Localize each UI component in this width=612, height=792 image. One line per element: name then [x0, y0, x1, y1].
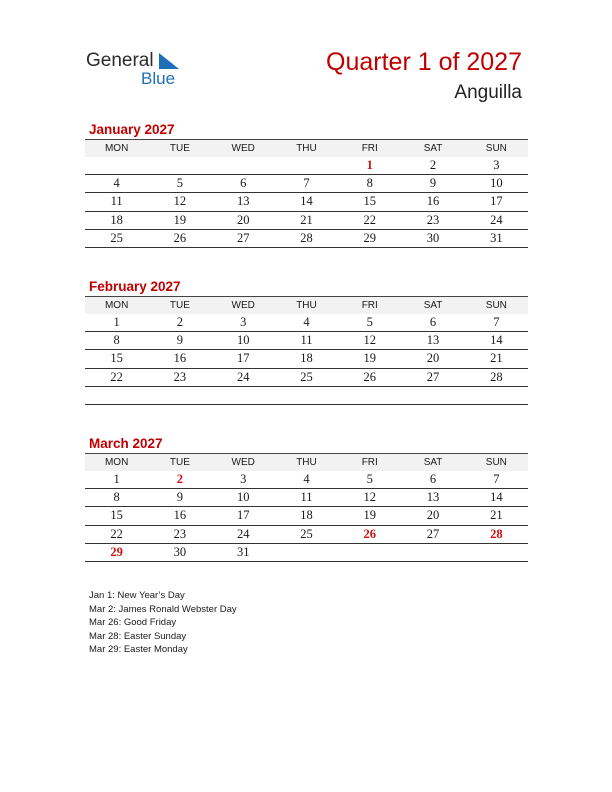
- weekday-header: WED: [212, 454, 275, 472]
- day-cell: 1: [85, 471, 148, 489]
- week-row: [85, 471, 528, 489]
- weekday-header: THU: [275, 140, 338, 158]
- day-cell: [275, 386, 338, 404]
- weekday-header: MON: [85, 454, 148, 472]
- day-cell: 14: [275, 193, 338, 211]
- day-cell: 16: [401, 193, 464, 211]
- day-cell: 31: [465, 229, 528, 247]
- week-row: [85, 489, 528, 507]
- day-cell: 21: [465, 507, 528, 525]
- day-cell: 18: [85, 211, 148, 229]
- weekday-header: TUE: [148, 140, 211, 158]
- day-cell: 15: [338, 193, 401, 211]
- day-cell: 31: [212, 543, 275, 561]
- day-cell: 7: [465, 314, 528, 332]
- day-cell: 24: [465, 211, 528, 229]
- week-row: [85, 350, 528, 368]
- day-cell: 20: [401, 507, 464, 525]
- day-cell: 8: [85, 489, 148, 507]
- day-cell: 11: [275, 332, 338, 350]
- day-cell: 10: [212, 489, 275, 507]
- weekday-header: SAT: [401, 297, 464, 315]
- day-cell: 9: [148, 332, 211, 350]
- month-title: January 2027: [89, 122, 175, 137]
- logo-general-text: General: [86, 50, 154, 71]
- day-cell: 10: [465, 175, 528, 193]
- week-row: [85, 332, 528, 350]
- day-cell: 22: [85, 368, 148, 386]
- day-cell: 2: [401, 157, 464, 175]
- month-grid: [85, 296, 528, 405]
- country-name: Anguilla: [454, 82, 522, 103]
- day-cell: 29: [85, 543, 148, 561]
- day-cell: 24: [212, 368, 275, 386]
- day-cell: [275, 157, 338, 175]
- holiday-notes: [89, 589, 237, 657]
- day-cell: 6: [212, 175, 275, 193]
- week-row: [85, 507, 528, 525]
- day-cell: 13: [401, 332, 464, 350]
- day-cell: 6: [401, 471, 464, 489]
- day-cell: [401, 543, 464, 561]
- day-cell: 18: [275, 507, 338, 525]
- weekday-header: THU: [275, 297, 338, 315]
- day-cell: 28: [465, 368, 528, 386]
- generalblue-logo: [86, 50, 196, 90]
- month-grid: [85, 453, 528, 562]
- day-cell: 19: [338, 350, 401, 368]
- day-cell: 7: [465, 471, 528, 489]
- day-cell: 4: [85, 175, 148, 193]
- month-title: March 2027: [89, 436, 163, 451]
- day-cell: 22: [338, 211, 401, 229]
- day-cell: 13: [401, 489, 464, 507]
- month-calendar: [85, 278, 528, 405]
- weekday-header: TUE: [148, 454, 211, 472]
- weekday-header: MON: [85, 297, 148, 315]
- day-cell: 11: [275, 489, 338, 507]
- day-cell: 19: [338, 507, 401, 525]
- day-cell: 26: [338, 525, 401, 543]
- day-cell: [212, 386, 275, 404]
- day-cell: 5: [338, 471, 401, 489]
- week-row: [85, 368, 528, 386]
- week-row: [85, 211, 528, 229]
- day-cell: 4: [275, 471, 338, 489]
- weekday-header: TUE: [148, 297, 211, 315]
- day-cell: 18: [275, 350, 338, 368]
- day-cell: 6: [401, 314, 464, 332]
- day-cell: 3: [212, 314, 275, 332]
- day-cell: 8: [338, 175, 401, 193]
- weekday-header-row: [85, 454, 528, 472]
- holiday-note: Mar 26: Good Friday: [89, 617, 177, 629]
- day-cell: 17: [465, 193, 528, 211]
- week-row: [85, 157, 528, 175]
- day-cell: 15: [85, 507, 148, 525]
- day-cell: [148, 386, 211, 404]
- logo-blue-text: Blue: [141, 69, 176, 88]
- day-cell: 20: [401, 350, 464, 368]
- day-cell: 28: [275, 229, 338, 247]
- day-cell: 12: [148, 193, 211, 211]
- day-cell: 23: [148, 525, 211, 543]
- weekday-header: FRI: [338, 297, 401, 315]
- day-cell: 27: [401, 368, 464, 386]
- week-row: [85, 175, 528, 193]
- day-cell: 1: [338, 157, 401, 175]
- weekday-header-row: [85, 297, 528, 315]
- day-cell: 25: [275, 368, 338, 386]
- weekday-header: SUN: [465, 454, 528, 472]
- day-cell: 19: [148, 211, 211, 229]
- week-row: [85, 525, 528, 543]
- month-grid: [85, 139, 528, 248]
- day-cell: 28: [465, 525, 528, 543]
- month-title: February 2027: [89, 279, 181, 294]
- weekday-header: SAT: [401, 454, 464, 472]
- day-cell: [338, 543, 401, 561]
- holiday-note: Mar 29: Easter Monday: [89, 644, 188, 656]
- day-cell: 10: [212, 332, 275, 350]
- weekday-header: FRI: [338, 140, 401, 158]
- day-cell: [85, 157, 148, 175]
- day-cell: 16: [148, 350, 211, 368]
- day-cell: 9: [148, 489, 211, 507]
- day-cell: 23: [148, 368, 211, 386]
- day-cell: 2: [148, 314, 211, 332]
- day-cell: 30: [148, 543, 211, 561]
- holiday-note: Mar 2: James Ronald Webster Day: [89, 603, 237, 615]
- weekday-header: SUN: [465, 140, 528, 158]
- day-cell: 16: [148, 507, 211, 525]
- week-row: [85, 543, 528, 561]
- day-cell: 8: [85, 332, 148, 350]
- day-cell: 9: [401, 175, 464, 193]
- week-row: [85, 229, 528, 247]
- month-calendar: [85, 121, 528, 248]
- weekday-header: WED: [212, 297, 275, 315]
- day-cell: 23: [401, 211, 464, 229]
- day-cell: 20: [212, 211, 275, 229]
- day-cell: 22: [85, 525, 148, 543]
- day-cell: [148, 157, 211, 175]
- day-cell: 17: [212, 507, 275, 525]
- day-cell: 5: [338, 314, 401, 332]
- day-cell: 3: [465, 157, 528, 175]
- weekday-header: WED: [212, 140, 275, 158]
- day-cell: 14: [465, 332, 528, 350]
- day-cell: [401, 386, 464, 404]
- holiday-note: Mar 28: Easter Sunday: [89, 630, 187, 642]
- day-cell: 12: [338, 332, 401, 350]
- day-cell: 21: [465, 350, 528, 368]
- week-row: [85, 386, 528, 404]
- day-cell: 26: [148, 229, 211, 247]
- day-cell: 3: [212, 471, 275, 489]
- day-cell: 4: [275, 314, 338, 332]
- weekday-header: SUN: [465, 297, 528, 315]
- weekday-header: MON: [85, 140, 148, 158]
- weekday-header-row: [85, 140, 528, 158]
- quarter-title: Quarter 1 of 2027: [326, 48, 522, 76]
- day-cell: 25: [85, 229, 148, 247]
- day-cell: [85, 386, 148, 404]
- day-cell: 5: [148, 175, 211, 193]
- weekday-header: FRI: [338, 454, 401, 472]
- week-row: [85, 193, 528, 211]
- day-cell: 30: [401, 229, 464, 247]
- day-cell: [275, 543, 338, 561]
- logo-flag-icon: [157, 53, 181, 71]
- day-cell: [338, 386, 401, 404]
- day-cell: 14: [465, 489, 528, 507]
- day-cell: 15: [85, 350, 148, 368]
- day-cell: 17: [212, 350, 275, 368]
- day-cell: [465, 543, 528, 561]
- day-cell: 29: [338, 229, 401, 247]
- day-cell: 25: [275, 525, 338, 543]
- day-cell: 13: [212, 193, 275, 211]
- weekday-header: SAT: [401, 140, 464, 158]
- day-cell: 27: [401, 525, 464, 543]
- weekday-header: THU: [275, 454, 338, 472]
- holiday-note: Jan 1: New Year’s Day: [89, 590, 185, 601]
- week-row: [85, 314, 528, 332]
- day-cell: [212, 157, 275, 175]
- day-cell: 11: [85, 193, 148, 211]
- day-cell: 24: [212, 525, 275, 543]
- day-cell: 27: [212, 229, 275, 247]
- month-calendar: [85, 435, 528, 562]
- day-cell: 2: [148, 471, 211, 489]
- day-cell: 21: [275, 211, 338, 229]
- day-cell: 12: [338, 489, 401, 507]
- day-cell: 1: [85, 314, 148, 332]
- day-cell: 26: [338, 368, 401, 386]
- day-cell: 7: [275, 175, 338, 193]
- day-cell: [465, 386, 528, 404]
